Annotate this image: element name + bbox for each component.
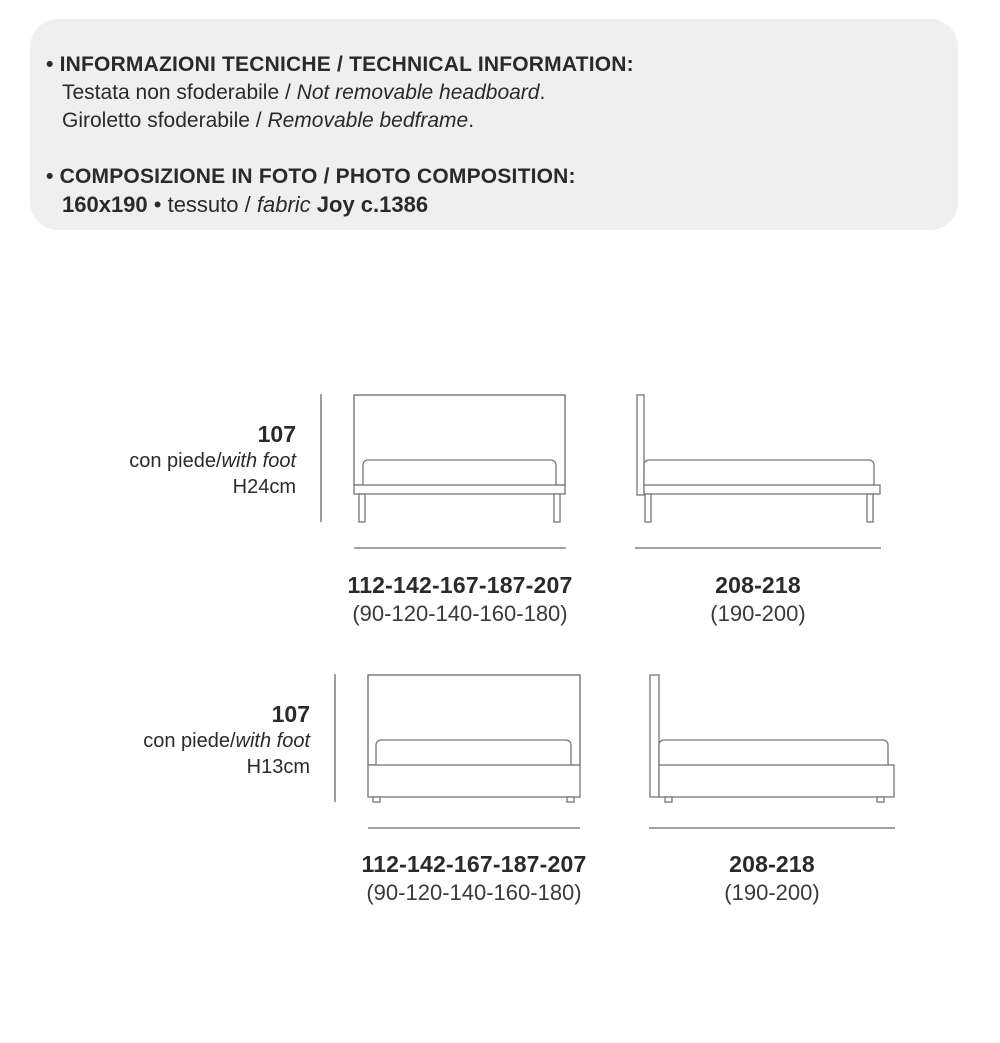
width-sub: (90-120-140-160-180) xyxy=(366,880,582,905)
bedframe-it: Giroletto sfoderabile / xyxy=(62,109,268,132)
foot-height: H13cm xyxy=(246,756,310,778)
length-main: 208-218 xyxy=(729,851,815,877)
width-main: 112-142-167-187-207 xyxy=(361,851,587,877)
foot-en: with foot xyxy=(221,450,296,472)
composition-fabric-en: fabric xyxy=(256,192,311,217)
bed-side-view-foot-13 xyxy=(650,675,894,802)
composition-size: 160x190 xyxy=(62,192,148,217)
width-main: 112-142-167-187-207 xyxy=(347,572,573,598)
bedframe-end: . xyxy=(468,109,475,132)
length-sub: (190-200) xyxy=(710,601,806,626)
length-sub: (190-200) xyxy=(724,880,820,905)
height-value: 107 xyxy=(257,421,296,447)
bedframe-en: Removable bedframe xyxy=(267,109,469,132)
bed-front-view-foot-13 xyxy=(368,675,580,802)
height-value: 107 xyxy=(271,701,310,727)
length-main: 208-218 xyxy=(715,572,801,598)
bed-front-view-foot-24 xyxy=(354,395,565,522)
bullet: • xyxy=(46,165,54,188)
headboard-it: Testata non sfoderabile / xyxy=(62,81,297,104)
composition-fabric-name: Joy c.1386 xyxy=(310,192,429,217)
foot-height: H24cm xyxy=(232,476,296,498)
headboard-en: Not removable headboard xyxy=(296,81,540,104)
photo-composition-title: COMPOSIZIONE IN FOTO / PHOTO COMPOSITION: xyxy=(59,165,576,188)
foot-it: con piede/ xyxy=(143,730,236,752)
technical-info-title: INFORMAZIONI TECNICHE / TECHNICAL INFORMATION: xyxy=(59,53,634,76)
bed-side-view-foot-24 xyxy=(637,395,880,522)
bullet: • xyxy=(46,53,54,76)
width-sub: (90-120-140-160-180) xyxy=(352,601,568,626)
headboard-end: . xyxy=(539,81,546,104)
foot-it: con piede/ xyxy=(129,450,222,472)
composition-separator: • tessuto / xyxy=(147,192,257,217)
foot-en: with foot xyxy=(235,730,310,752)
